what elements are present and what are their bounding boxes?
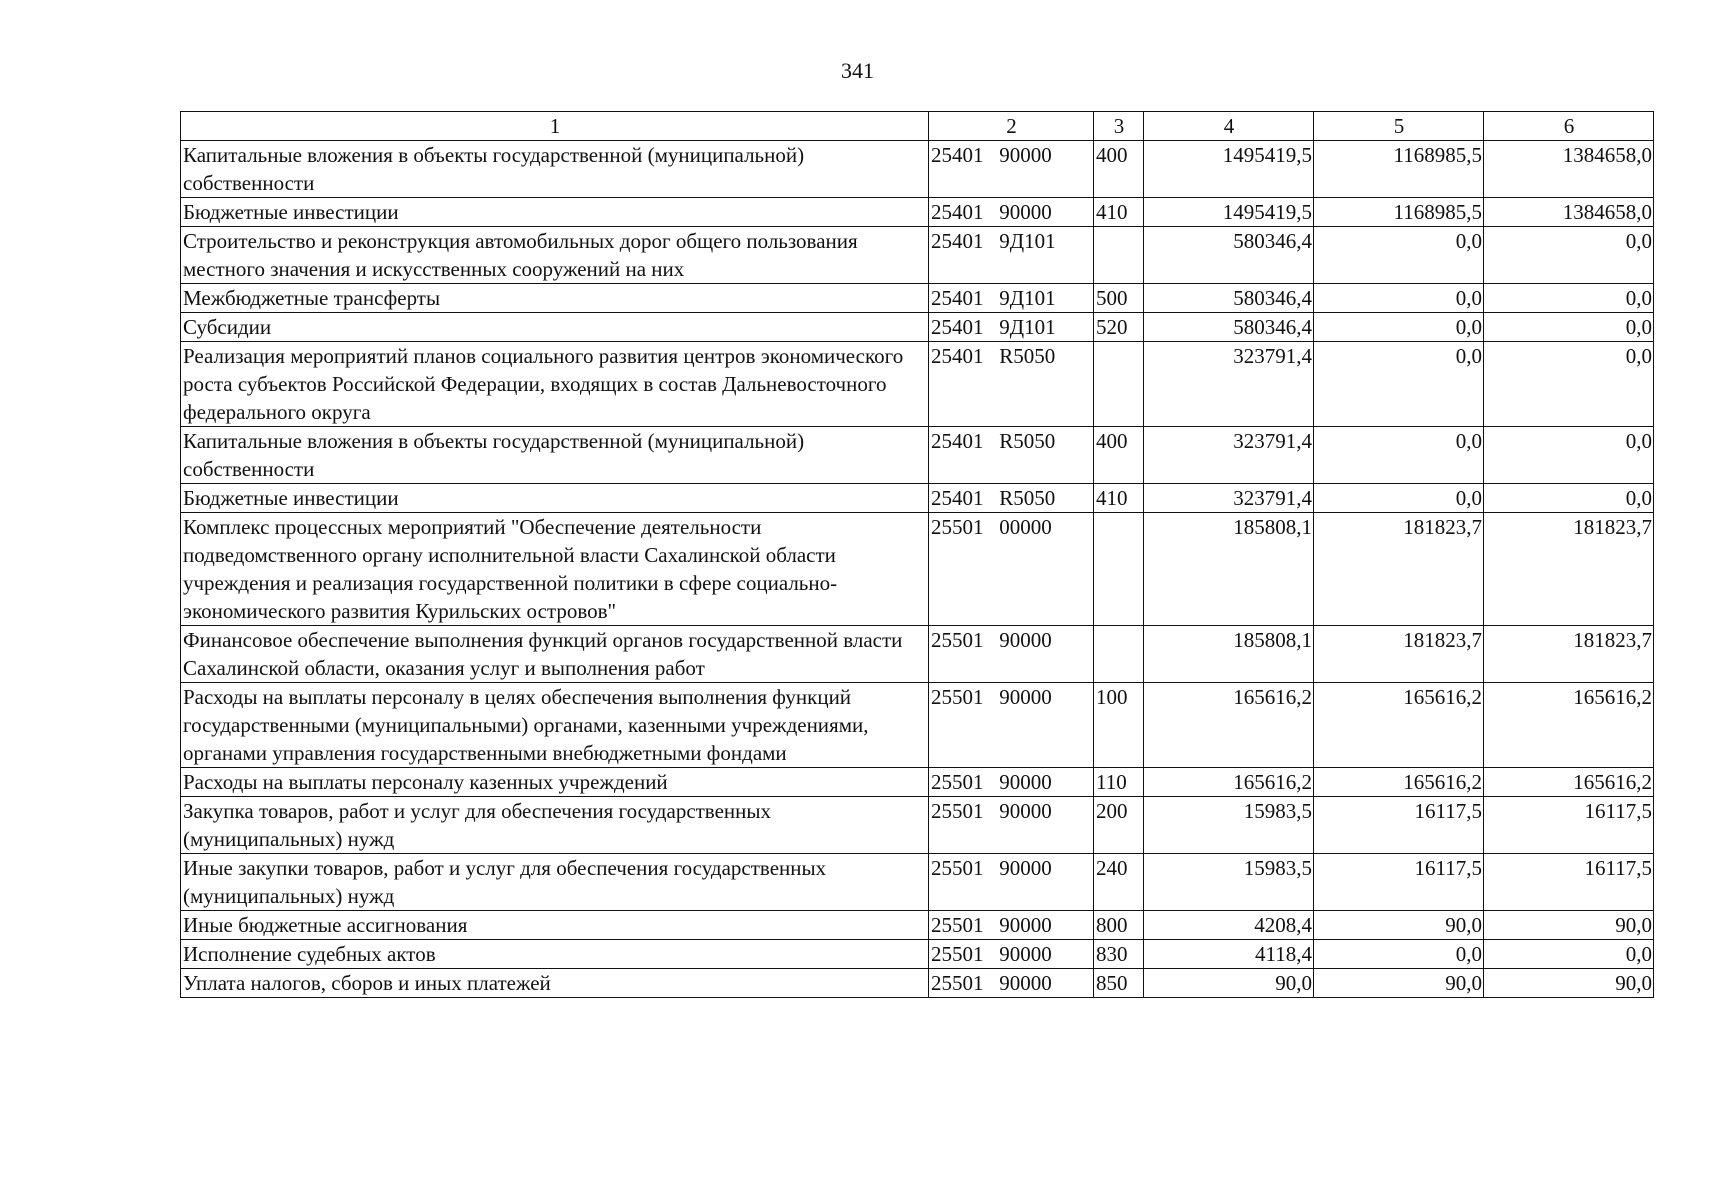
row-value-col4-cell: 323791,4 (1144, 427, 1314, 484)
row-value-col6-cell: 181823,7 (1484, 626, 1654, 683)
row-expense-type-cell: 200 (1094, 797, 1144, 854)
row-name-cell: Исполнение судебных актов (181, 940, 929, 969)
row-code-cell: 25501 90000 (929, 626, 1094, 683)
header-col-5: 5 (1314, 112, 1484, 141)
row-value-col5-cell: 181823,7 (1314, 626, 1484, 683)
row-code-cell: 25401 R5050 (929, 484, 1094, 513)
row-value-col4-cell: 4118,4 (1144, 940, 1314, 969)
row-value-col5-cell: 165616,2 (1314, 768, 1484, 797)
row-name-cell: Капитальные вложения в объекты государственной (муниципальной) собственности (181, 427, 929, 484)
table-row (181, 940, 1654, 969)
table-row (181, 313, 1654, 342)
row-name-cell: Расходы на выплаты персоналу казенных учреждений (181, 768, 929, 797)
row-value-col5-cell: 0,0 (1314, 427, 1484, 484)
row-value-col5-cell: 0,0 (1314, 313, 1484, 342)
row-name-cell: Бюджетные инвестиции (181, 198, 929, 227)
row-value-col4-cell: 4208,4 (1144, 911, 1314, 940)
row-expense-type-cell: 830 (1094, 940, 1144, 969)
row-value-col6-cell: 0,0 (1484, 427, 1654, 484)
row-code-cell: 25401 R5050 (929, 427, 1094, 484)
row-name-cell: Межбюджетные трансферты (181, 284, 929, 313)
row-name-cell: Бюджетные инвестиции (181, 484, 929, 513)
row-expense-type-cell: 500 (1094, 284, 1144, 313)
row-name-cell: Уплата налогов, сборов и иных платежей (181, 969, 929, 998)
row-expense-type-cell (1094, 626, 1144, 683)
row-expense-type-cell: 800 (1094, 911, 1144, 940)
row-expense-type-cell: 400 (1094, 427, 1144, 484)
row-value-col4-cell: 15983,5 (1144, 854, 1314, 911)
table-row (181, 626, 1654, 683)
row-value-col6-cell: 0,0 (1484, 284, 1654, 313)
row-name-cell: Иные закупки товаров, работ и услуг для обеспечения государственных (муниципальных) нужд (181, 854, 929, 911)
row-value-col5-cell: 165616,2 (1314, 683, 1484, 768)
row-value-col4-cell: 323791,4 (1144, 484, 1314, 513)
table-row (181, 342, 1654, 427)
row-name-cell: Иные бюджетные ассигнования (181, 911, 929, 940)
row-value-col4-cell: 580346,4 (1144, 313, 1314, 342)
row-code-cell: 25501 90000 (929, 768, 1094, 797)
row-expense-type-cell: 240 (1094, 854, 1144, 911)
row-value-col4-cell: 185808,1 (1144, 513, 1314, 626)
row-code-cell: 25401 9Д101 (929, 227, 1094, 284)
row-value-col4-cell: 580346,4 (1144, 227, 1314, 284)
row-value-col5-cell: 181823,7 (1314, 513, 1484, 626)
row-value-col4-cell: 15983,5 (1144, 797, 1314, 854)
row-name-cell: Финансовое обеспечение выполнения функций органов государственной власти Сахалинской области, оказания услуг и выполнения работ (181, 626, 929, 683)
row-value-col4-cell: 1495419,5 (1144, 198, 1314, 227)
row-value-col6-cell: 181823,7 (1484, 513, 1654, 626)
table-row (181, 854, 1654, 911)
row-value-col6-cell: 90,0 (1484, 969, 1654, 998)
header-row (181, 112, 1654, 141)
row-name-cell: Комплекс процессных мероприятий "Обеспечение деятельности подведомственного органу исполнительной власти Сахалинской области учреждения и реализация государственной политики в сфере социально-экономического развития Курильских островов" (181, 513, 929, 626)
row-code-cell: 25401 9Д101 (929, 284, 1094, 313)
page-number: 341 (841, 58, 874, 83)
row-code-cell: 25401 90000 (929, 198, 1094, 227)
row-value-col6-cell: 165616,2 (1484, 683, 1654, 768)
row-value-col4-cell: 90,0 (1144, 969, 1314, 998)
row-expense-type-cell (1094, 513, 1144, 626)
row-expense-type-cell: 100 (1094, 683, 1144, 768)
row-value-col5-cell: 90,0 (1314, 911, 1484, 940)
row-value-col4-cell: 580346,4 (1144, 284, 1314, 313)
row-value-col6-cell: 0,0 (1484, 227, 1654, 284)
row-value-col4-cell: 185808,1 (1144, 626, 1314, 683)
row-value-col4-cell: 1495419,5 (1144, 141, 1314, 198)
table-row (181, 227, 1654, 284)
table-row (181, 911, 1654, 940)
table-row (181, 198, 1654, 227)
row-value-col5-cell: 1168985,5 (1314, 141, 1484, 198)
row-value-col6-cell: 0,0 (1484, 940, 1654, 969)
row-value-col6-cell: 16117,5 (1484, 797, 1654, 854)
header-col-4: 4 (1144, 112, 1314, 141)
row-expense-type-cell: 850 (1094, 969, 1144, 998)
row-code-cell: 25501 90000 (929, 797, 1094, 854)
row-code-cell: 25501 90000 (929, 854, 1094, 911)
row-value-col5-cell: 0,0 (1314, 940, 1484, 969)
row-value-col6-cell: 90,0 (1484, 911, 1654, 940)
row-expense-type-cell: 400 (1094, 141, 1144, 198)
header-col-2: 2 (929, 112, 1094, 141)
table-row (181, 513, 1654, 626)
row-name-cell: Расходы на выплаты персоналу в целях обеспечения выполнения функций государственными (муниципальными) органами, казенными учреждениями, органами управления государственными внебюджетными фондами (181, 683, 929, 768)
table-row (181, 427, 1654, 484)
row-expense-type-cell (1094, 227, 1144, 284)
header-col-1: 1 (181, 112, 929, 141)
row-value-col6-cell: 1384658,0 (1484, 141, 1654, 198)
row-expense-type-cell: 520 (1094, 313, 1144, 342)
row-name-cell: Капитальные вложения в объекты государственной (муниципальной) собственности (181, 141, 929, 198)
row-value-col4-cell: 165616,2 (1144, 768, 1314, 797)
row-value-col5-cell: 90,0 (1314, 969, 1484, 998)
row-code-cell: 25401 9Д101 (929, 313, 1094, 342)
table-row (181, 683, 1654, 768)
row-code-cell: 25501 90000 (929, 911, 1094, 940)
row-value-col5-cell: 1168985,5 (1314, 198, 1484, 227)
row-expense-type-cell: 410 (1094, 484, 1144, 513)
row-name-cell: Строительство и реконструкция автомобильных дорог общего пользования местного значения и искусственных сооружений на них (181, 227, 929, 284)
row-value-col5-cell: 16117,5 (1314, 854, 1484, 911)
row-value-col6-cell: 0,0 (1484, 484, 1654, 513)
row-value-col6-cell: 1384658,0 (1484, 198, 1654, 227)
row-value-col5-cell: 0,0 (1314, 342, 1484, 427)
row-expense-type-cell: 110 (1094, 768, 1144, 797)
row-value-col4-cell: 165616,2 (1144, 683, 1314, 768)
row-expense-type-cell: 410 (1094, 198, 1144, 227)
table-row (181, 141, 1654, 198)
row-value-col6-cell: 16117,5 (1484, 854, 1654, 911)
header-col-6: 6 (1484, 112, 1654, 141)
header-col-3: 3 (1094, 112, 1144, 141)
row-code-cell: 25501 90000 (929, 940, 1094, 969)
row-code-cell: 25401 90000 (929, 141, 1094, 198)
table-row (181, 284, 1654, 313)
row-code-cell: 25501 90000 (929, 683, 1094, 768)
table-row (181, 484, 1654, 513)
table-row (181, 969, 1654, 998)
row-name-cell: Субсидии (181, 313, 929, 342)
row-value-col6-cell: 0,0 (1484, 313, 1654, 342)
row-value-col5-cell: 0,0 (1314, 284, 1484, 313)
row-name-cell: Закупка товаров, работ и услуг для обеспечения государственных (муниципальных) нужд (181, 797, 929, 854)
row-value-col4-cell: 323791,4 (1144, 342, 1314, 427)
row-expense-type-cell (1094, 342, 1144, 427)
row-value-col6-cell: 165616,2 (1484, 768, 1654, 797)
row-value-col5-cell: 16117,5 (1314, 797, 1484, 854)
row-value-col5-cell: 0,0 (1314, 484, 1484, 513)
table-row (181, 768, 1654, 797)
row-name-cell: Реализация мероприятий планов социального развития центров экономического роста субъектов Российской Федерации, входящих в состав Дальневосточного федерального округа (181, 342, 929, 427)
row-value-col6-cell: 0,0 (1484, 342, 1654, 427)
row-code-cell: 25401 R5050 (929, 342, 1094, 427)
row-code-cell: 25501 90000 (929, 969, 1094, 998)
row-value-col5-cell: 0,0 (1314, 227, 1484, 284)
budget-table (180, 111, 1654, 998)
table-row (181, 797, 1654, 854)
row-code-cell: 25501 00000 (929, 513, 1094, 626)
